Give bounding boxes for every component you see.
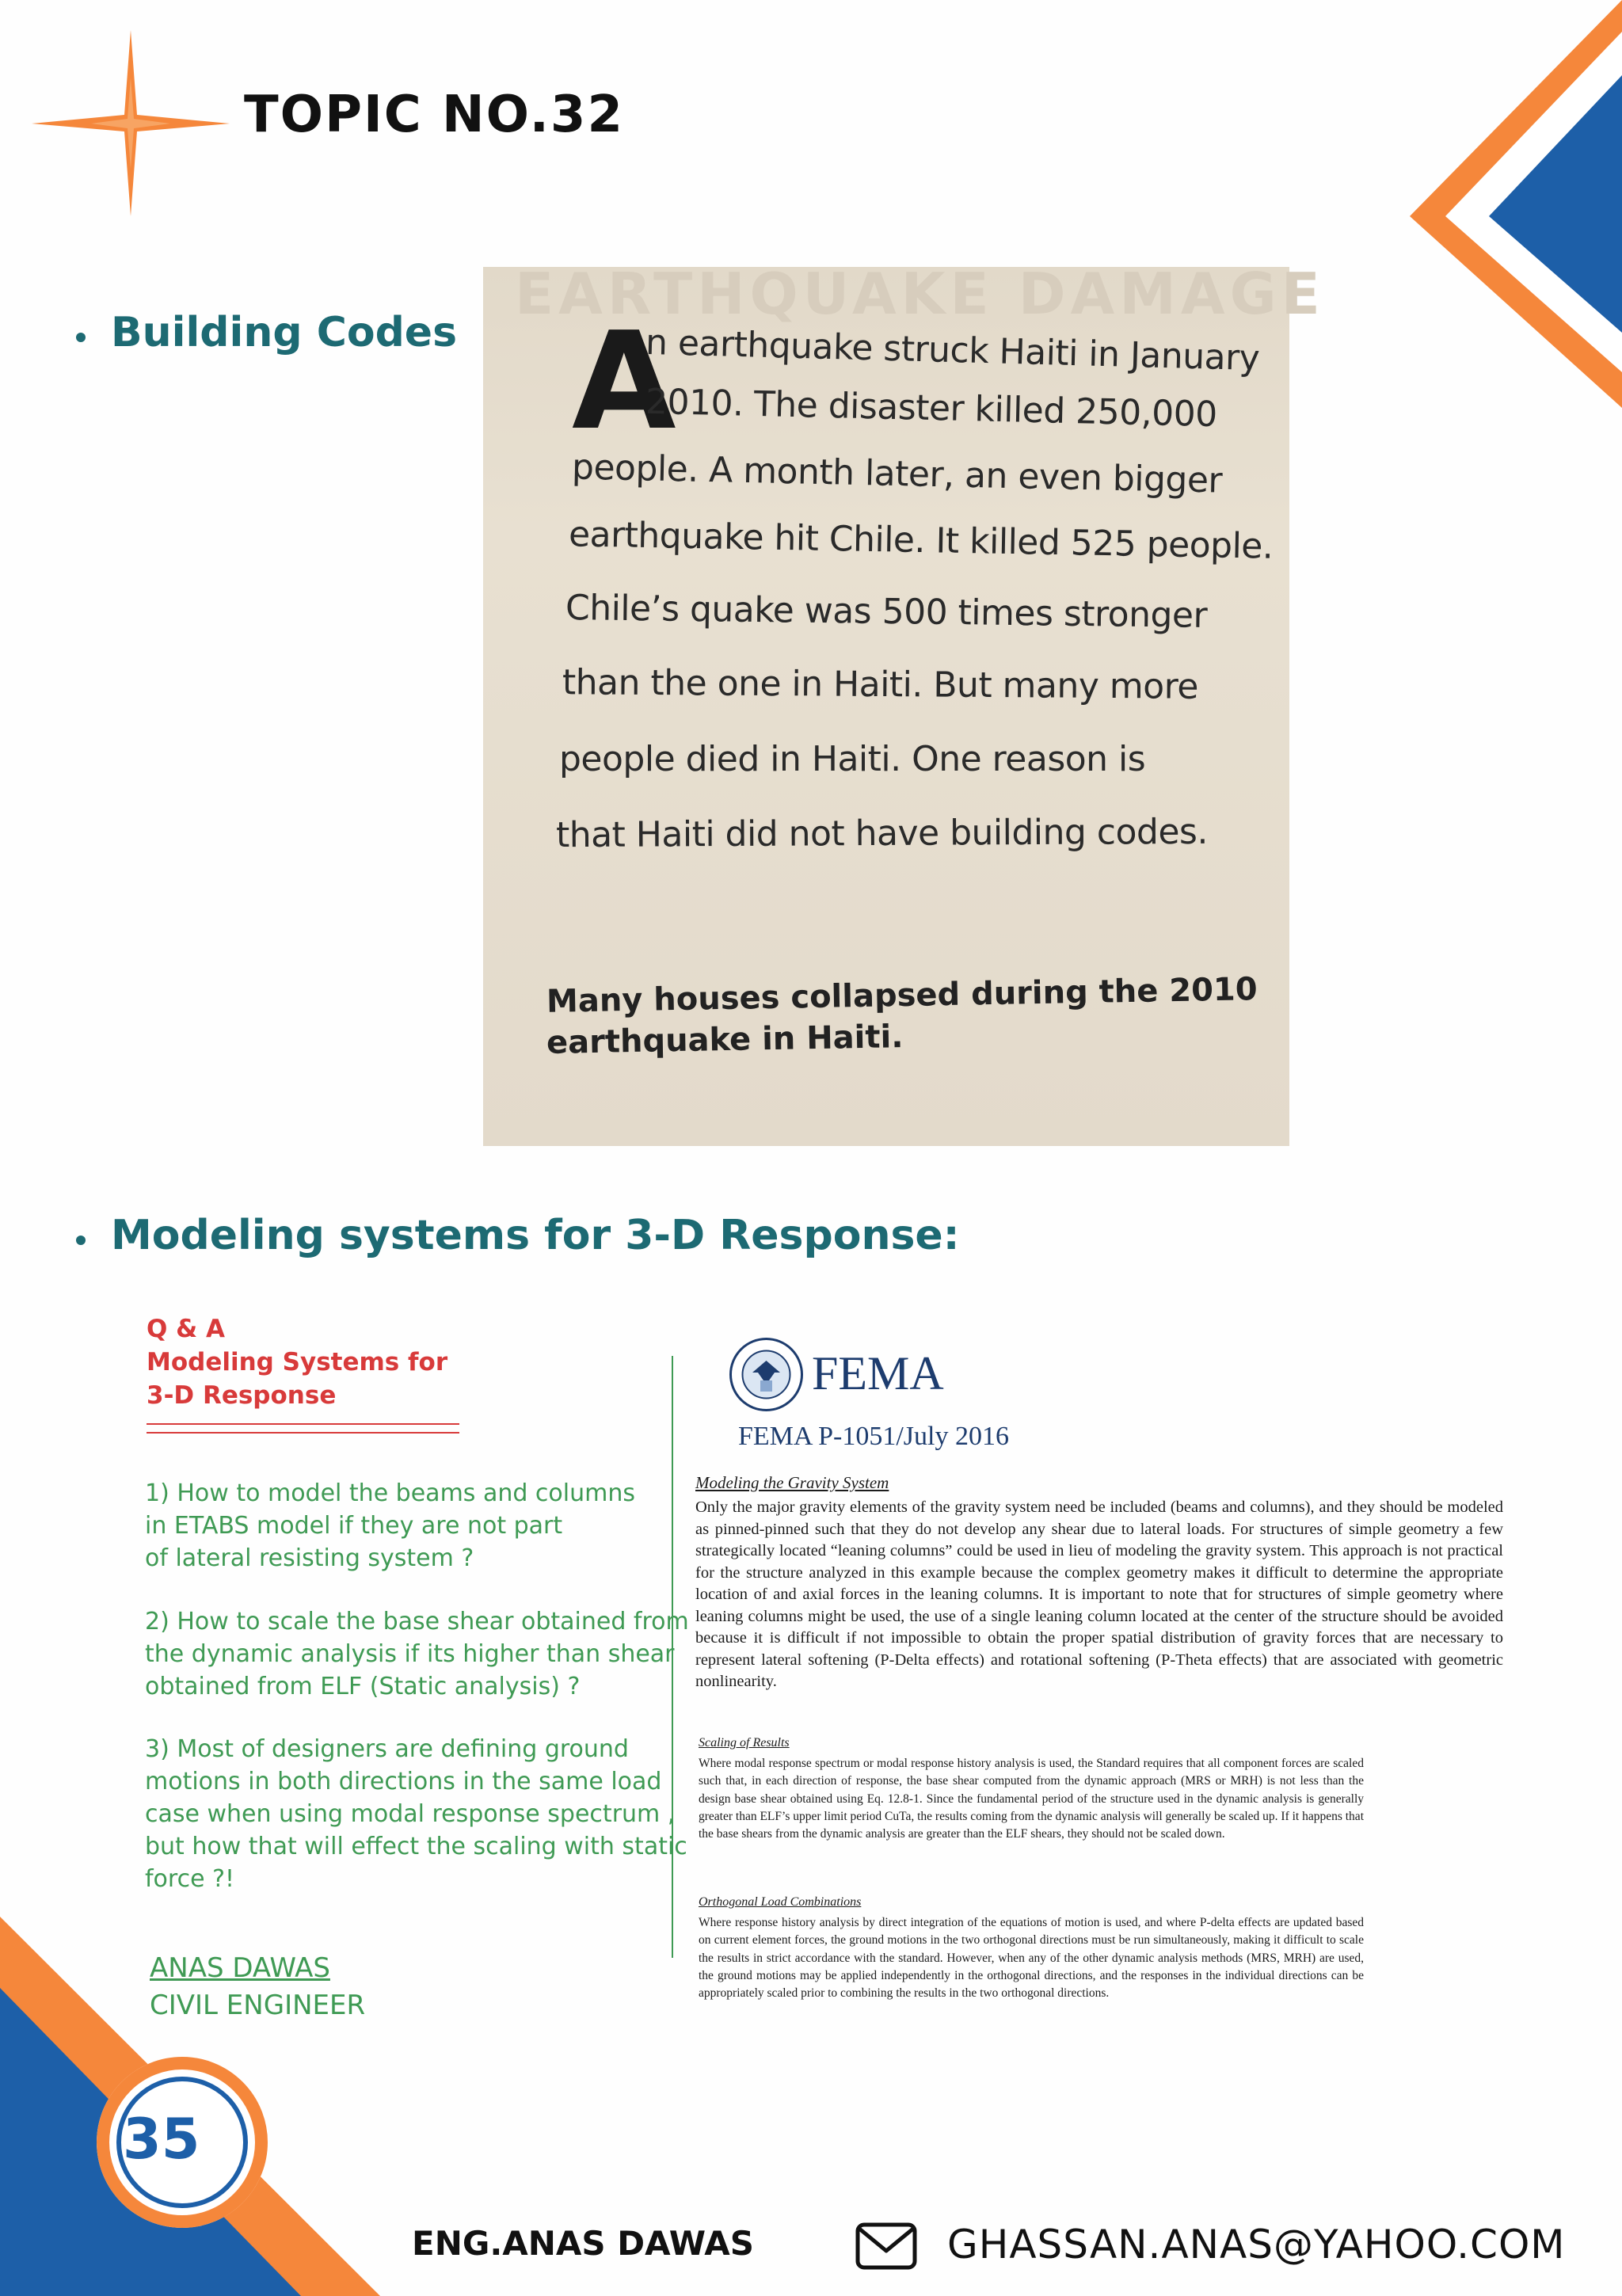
qa-signature-title: CIVIL ENGINEER (150, 1989, 366, 2021)
fema-scaling-heading: Scaling of Results (699, 1736, 790, 1750)
qa-question-3: case when using modal response spectrum , (145, 1800, 676, 1828)
fema-orthogonal-body: Where response history analysis by direct integration of the equations of motion is used, and where P-delta effects are updated based on current element forces, the ground motions in the two orthogonal directions must be run simultaneously, making it difficult to scale the results in strict accordance with the standard. However, when any of the other dynamic analysis methods (MRS, MRH) are used, the ground motions may be applied independently in the orthogonal directions, and the responses in the individual directions can be appropriately scaled prior to combining the results in the two orthogonal directions. (699, 1916, 1364, 2001)
bullet-building-codes (76, 333, 86, 342)
qa-question-1: 1) How to model the beams and columns (145, 1479, 635, 1507)
qa-signature-name: ANAS DAWAS (150, 1952, 330, 1984)
topic-title: TOPIC NO.32 (244, 86, 624, 144)
fema-document (681, 1331, 1513, 2043)
qa-question-1: of lateral resisting system ? (145, 1544, 474, 1572)
email-icon (855, 2222, 917, 2270)
qa-divider (147, 1423, 459, 1425)
qa-question-2: obtained from ELF (Static analysis) ? (145, 1673, 581, 1700)
book-caption: Many houses collapsed during the 2010 (546, 971, 1258, 1020)
fema-scaling-body: Where modal response spectrum or modal response history analysis is used, the Standard requires that all component forces are scaled such that, in each direction of response, the base shear computed from the dynamic approach (MRS or MRH) is not less than the design base shear obtained using Eq. 12.8-1. Since the fundamental period of the structure used in the dynamic analysis is generally greater than ELF’s upper limit period CuTa, the results coming from the dynamic analysis will generally be scaled up. If it happens that the base shears from the dynamic analysis are greater than the ELF shears, they should not be scaled down. (699, 1757, 1364, 1841)
book-drop-cap: A (572, 303, 676, 460)
book-line: than the one in Haiti. But many more (562, 662, 1199, 707)
book-line: n earthquake struck Haiti in January (645, 322, 1260, 379)
qa-question-3: 3) Most of designers are defining ground (145, 1735, 629, 1763)
book-line: that Haiti did not have building codes. (555, 811, 1209, 856)
qa-question-3: motions in both directions in the same load (145, 1768, 662, 1795)
heading-building-codes: Building Codes (111, 309, 458, 356)
top-right-decoration (1378, 0, 1622, 444)
bullet-modeling-systems (76, 1236, 86, 1245)
book-line: Chile’s quake was 500 times stronger (565, 588, 1208, 636)
book-line: 2010. The disaster killed 250,000 (645, 381, 1218, 436)
book-line: people. A month later, an even bigger (571, 447, 1223, 501)
qa-question-3: force ?! (145, 1865, 235, 1893)
page-number: 35 (123, 2107, 200, 2172)
qa-panel (131, 1299, 689, 2051)
fema-doc-id: FEMA P-1051/July 2016 (738, 1422, 1009, 1451)
book-line: people died in Haiti. One reason is (559, 739, 1146, 779)
footer-email[interactable]: GHASSAN.ANAS@YAHOO.COM (947, 2222, 1566, 2267)
qa-question-2: 2) How to scale the base shear obtained from (145, 1608, 689, 1635)
star-icon (32, 30, 230, 216)
fema-gravity-body: Only the major gravity elements of the gravity system need be included (beams and columns), and they should be modeled as pinned-pinned such that they do not develop any shear due to lateral loads. For structures of simple geometry a few strategically located “leaning columns” could be used in lieu of modeling the gravity system. This approach is not practical for the structure analyzed in this example because the complex geometry makes it difficult to determine the appropriate location of and axial forces in the leaning columns. It is important to note that for structures of simple geometry where leaning columns might be used, the use of a single leaning column located at the center of the structure should be avoided because it is difficult if not impossible to obtain the proper spatial distribution of gravity forces that are necessary to represent lateral softening (P-Delta effects) and rotational softening (P-Theta effects) that are associated with geometric nonlinearity. (695, 1498, 1503, 1690)
panel-divider (672, 1356, 673, 1958)
book-line: earthquake hit Chile. It killed 525 people. (568, 514, 1274, 567)
qa-divider (147, 1432, 459, 1434)
qa-title: Modeling Systems for (147, 1348, 448, 1376)
fema-gravity-heading: Modeling the Gravity System (695, 1473, 889, 1492)
dhs-seal-icon (729, 1337, 804, 1412)
qa-question-1: in ETABS model if they are not part (145, 1512, 563, 1540)
qa-question-3: but how that will effect the scaling with static (145, 1833, 687, 1860)
footer-author: ENG.ANAS DAWAS (412, 2224, 754, 2263)
qa-title: 3-D Response (147, 1381, 337, 1410)
book-excerpt-photo (483, 261, 1325, 1146)
fema-orthogonal-heading: Orthogonal Load Combinations (699, 1895, 862, 1909)
book-caption: earthquake in Haiti. (546, 1019, 904, 1061)
qa-title: Q & A (147, 1315, 225, 1343)
fema-logo: FEMA (812, 1347, 944, 1399)
qa-question-2: the dynamic analysis if its higher than shear (145, 1640, 675, 1668)
book-ghost-heading: EARTHQUAKE DAMAGE (515, 261, 1325, 327)
heading-modeling-systems: Modeling systems for 3-D Response: (111, 1212, 960, 1259)
